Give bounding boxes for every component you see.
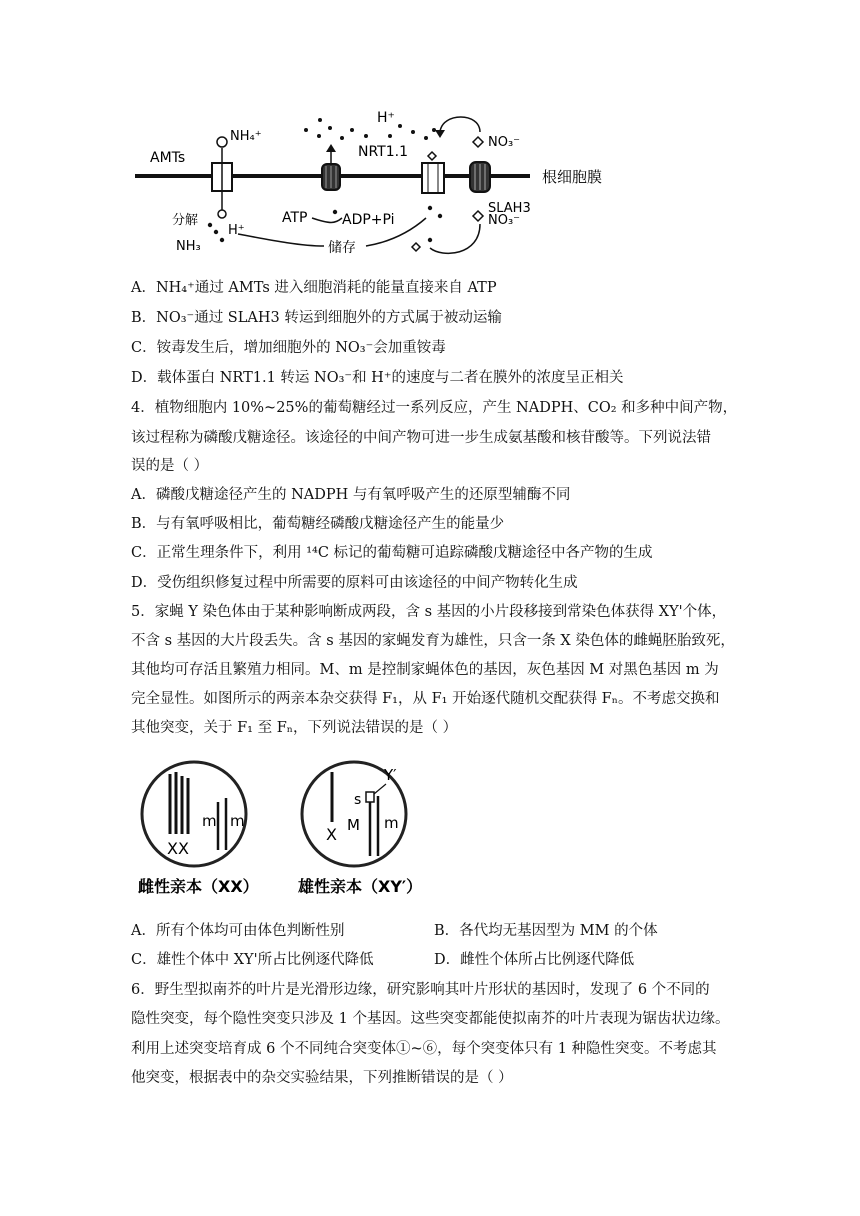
q5-option-a: A．所有个体均可由体色判断性别 xyxy=(131,923,345,939)
female-autosomes xyxy=(218,798,226,850)
q5-stem-line4: 完全显性。如图所示的两亲本杂交获得 F₁，从 F₁ 开始逐代随机交配获得 Fₙ。不考虑交换和 xyxy=(131,691,720,707)
adp-label: ADP+Pi xyxy=(342,212,395,228)
q4-stem-line1: 4．植物细胞内 10%~25%的葡萄糖经过一系列反应，产生 NADPH、CO₂ 和多种中间产物， xyxy=(131,400,738,416)
nrt-transporter xyxy=(422,163,444,193)
xx-label: XX xyxy=(167,839,189,858)
q3-option-c: C．铵毒发生后，增加细胞外的 NO₃⁻会加重铵毒 xyxy=(131,340,446,356)
m-male-label: m xyxy=(384,814,399,832)
q6-stem-line4: 他突变，根据表中的杂交实验结果，下列推断错误的是（ ） xyxy=(131,1070,513,1086)
q4-option-d: D．受伤组织修复过程中所需要的原料可由该途径的中间产物转化生成 xyxy=(131,575,578,591)
arrowhead xyxy=(435,130,445,138)
big-m-label: M xyxy=(347,816,360,834)
nrt-label: NRT1.1 xyxy=(358,144,408,160)
q3-option-b: B．NO₃⁻通过 SLAH3 转运到细胞外的方式属于被动运输 xyxy=(131,310,502,326)
y-prime-pointer xyxy=(374,784,386,794)
q6-stem-line1: 6．野生型拟南芥的叶片是光滑形边缘，研究影响其叶片形状的基因时，发现了 6 个不同的 xyxy=(131,982,710,998)
q3-option-a: A．NH₄⁺通过 AMTs 进入细胞消耗的能量直接来自 ATP xyxy=(131,280,497,296)
q5-stem-line3: 其他均可存活且繁殖力相同。M、m 是控制家蝇体色的基因，灰色基因 M 对黑色基因 m 为 xyxy=(131,662,719,678)
membrane-transport-figure xyxy=(130,100,650,270)
storage-arrow-left xyxy=(238,234,324,246)
nh3-label: NH₃ xyxy=(176,239,201,254)
no3-diamond-top xyxy=(473,137,483,147)
h-top-label: H⁺ xyxy=(377,110,395,126)
amts-channel xyxy=(212,137,232,218)
q5-stem-line2: 不含 s 基因的大片段丢失。含 s 基因的家蝇发育为雄性，只含一条 X 染色体的雌蝇胚胎致死， xyxy=(131,633,735,649)
s-label: s xyxy=(354,792,362,808)
m-right-label: m xyxy=(230,812,245,830)
atp-pump xyxy=(322,144,340,190)
q4-stem-line2: 该过程称为磷酸戊糖途径。该途径的中间产物可进一步生成氨基酸和核苷酸等。下列说法错 xyxy=(131,430,711,446)
amts-label: AMTs xyxy=(150,150,186,166)
q4-option-b: B．与有氧呼吸相比，葡萄糖经磷酸戊糖途径产生的能量少 xyxy=(131,516,505,532)
proton-dots-top xyxy=(304,118,436,140)
no3-cycle-arrow-top xyxy=(440,117,480,132)
no3-top-label: NO₃⁻ xyxy=(488,135,521,150)
m-left-label: m xyxy=(202,812,217,830)
no3-diamond-bottom xyxy=(473,211,483,221)
q5-stem-line1: 5．家蝇 Y 染色体由于某种影响断成两段，含 s 基因的小片段移接到常染色体获得 XY'个体， xyxy=(131,604,727,620)
male-autosomes xyxy=(370,796,378,856)
q4-option-c: C．正常生理条件下，利用 ¹⁴C 标记的葡萄糖可追踪磷酸戊糖途径中各产物的生成 xyxy=(131,545,653,561)
q4-option-a: A．磷酸戊糖途径产生的 NADPH 与有氧呼吸产生的还原型辅酶不同 xyxy=(131,487,571,503)
q3-option-d: D．载体蛋白 NRT1.1 转运 NO₃⁻和 H⁺的速度与二者在膜外的浓度呈正相关 xyxy=(131,370,624,386)
chromosome-figure xyxy=(132,752,432,902)
female-caption: 雌性亲本（XX） xyxy=(138,877,259,896)
atp-label: ATP xyxy=(282,210,308,226)
q5-stem-line5: 其他突变，关于 F₁ 至 Fₙ，下列说法错误的是（ ） xyxy=(131,720,458,736)
q4-stem-line3: 误的是（ ） xyxy=(131,458,209,474)
s-fragment xyxy=(366,792,374,802)
chucun-label: 储存 xyxy=(328,240,356,256)
y-prime-label: Y′ xyxy=(384,766,397,784)
q5-option-c: C．雄性个体中 XY'所占比例逐代降低 xyxy=(131,952,374,968)
no3-bottom-label: NO₃⁻ xyxy=(488,213,521,228)
q6-stem-line3: 利用上述突变培育成 6 个不同纯合突变体①~⑥，每个突变体只有 1 种隐性突变。不考虑其 xyxy=(131,1041,717,1057)
q5-option-b: B．各代均无基因型为 MM 的个体 xyxy=(434,923,658,939)
no3-cycle-arrow-bottom xyxy=(430,224,480,253)
nh4-label: NH₄⁺ xyxy=(230,129,262,144)
fenjie-label: 分解 xyxy=(172,213,199,228)
slah3-channel xyxy=(470,162,490,192)
membrane-label: 根细胞膜 xyxy=(542,168,603,186)
q5-option-d: D．雌性个体所占比例逐代降低 xyxy=(434,952,635,968)
slah3-label: SLAH3 xyxy=(488,201,531,216)
q6-stem-line2: 隐性突变，每个隐性突变只涉及 1 个基因。这些突变都能使拟南芥的叶片表现为锯齿状边缘。 xyxy=(131,1011,730,1027)
h-bottom-label: H⁺ xyxy=(228,223,245,238)
x-label: X xyxy=(326,825,337,844)
atp-arrow xyxy=(312,218,342,223)
no3-diamond-inner xyxy=(412,243,420,251)
female-x-chromosomes xyxy=(170,772,188,834)
male-caption: 雄性亲本（XY′） xyxy=(298,877,423,896)
no3-diamond-nrt xyxy=(428,152,436,160)
